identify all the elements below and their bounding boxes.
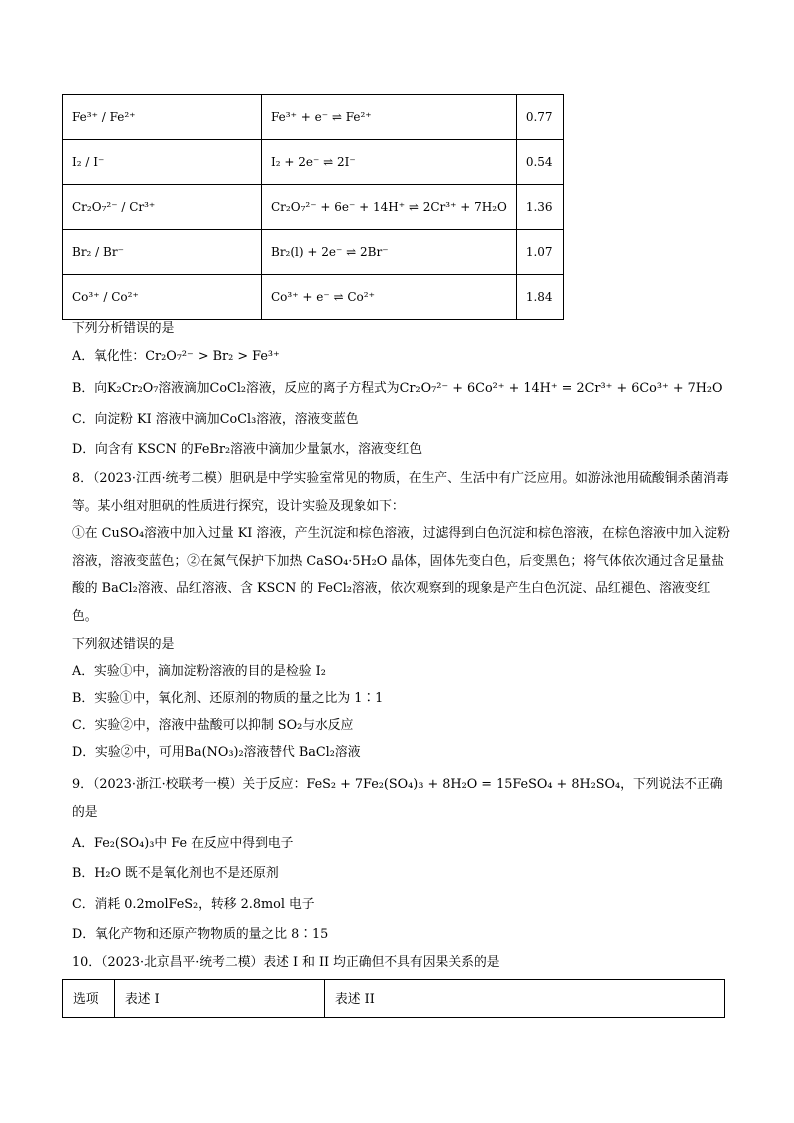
column-header: 表述 II: [325, 980, 725, 1018]
column-header: 选项: [63, 980, 115, 1018]
half-reaction-cell: Co³⁺ + e⁻ ⇌ Co²⁺: [262, 275, 517, 320]
potential-cell: 1.84: [516, 275, 563, 320]
potential-cell: 0.54: [516, 140, 563, 185]
couple-cell: Cr₂O₇²⁻ / Cr³⁺: [63, 185, 262, 230]
q8-experiment: ①在 CuSO₄溶液中加入过量 KI 溶液，产生沉淀和棕色溶液，过滤得到白色沉淀和棕色溶液，在棕色溶液中加入淀粉溶液，溶液变蓝色；②在氮气保护下加热 CaSO₄·5H₂O 晶体，固体先变白色，后变黑色；将气体依次通过含足量盐酸的 BaCl₂溶液、品红溶液、含 KSCN 的 FeCl₂溶液，依次观察到的现象是产生白色沉淀、品红褪色、溶液变红色。: [72, 526, 730, 624]
q8-prompt: 下列叙述错误的是: [72, 637, 175, 652]
table-row: [63, 95, 564, 140]
q7-option-c: C．向淀粉 KI 溶液中滴加CoCl₃溶液，溶液变蓝色: [72, 412, 359, 427]
couple-cell: Co³⁺ / Co²⁺: [63, 275, 262, 320]
table-header-row: [63, 980, 725, 1018]
q8-option-d: D．实验②中，可用Ba(NO₃)₂溶液替代 BaCl₂溶液: [72, 745, 361, 760]
table-row: [63, 275, 564, 320]
q8-option-b: B．实验①中，氧化剂、还原剂的物质的量之比为 1∶1: [72, 691, 384, 706]
table-row: [63, 140, 564, 185]
q7-option-d: D．向含有 KSCN 的FeBr₂溶液中滴加少量氯水，溶液变红色: [72, 442, 423, 457]
half-reaction-cell: I₂ + 2e⁻ ⇌ 2I⁻: [262, 140, 517, 185]
q9-option-a: A．Fe₂(SO₄)₃中 Fe 在反应中得到电子: [72, 836, 294, 851]
couple-cell: I₂ / I⁻: [63, 140, 262, 185]
half-reaction-cell: Fe³⁺ + e⁻ ⇌ Fe²⁺: [262, 95, 517, 140]
table-row: [63, 185, 564, 230]
column-header: 表述 I: [115, 980, 325, 1018]
couple-cell: Br₂ / Br⁻: [63, 230, 262, 275]
potential-cell: 0.77: [516, 95, 563, 140]
q7-prompt: 下列分析错误的是: [72, 321, 175, 336]
couple-cell: Fe³⁺ / Fe²⁺: [63, 95, 262, 140]
q8-option-a: A．实验①中，滴加淀粉溶液的目的是检验 I₂: [72, 664, 326, 679]
q8-option-c: C．实验②中，溶液中盐酸可以抑制 SO₂与水反应: [72, 718, 354, 733]
q8-stem: 8．（2023·江西·统考二模）胆矾是中学实验室常见的物质，在生产、生活中有广泛应用。如游泳池用硫酸铜杀菌消毒等。某小组对胆矾的性质进行探究，设计实验及现象如下：: [72, 471, 729, 514]
q9-stem: 9．（2023·浙江·校联考一模）关于反应：FeS₂ + 7Fe₂(SO₄)₃ + 8H₂O = 15FeSO₄ + 8H₂SO₄，下列说法不正确的是: [72, 777, 723, 820]
electrode-potential-table: [62, 94, 564, 320]
q7-option-a: A．氧化性：Cr₂O₇²⁻ > Br₂ > Fe³⁺: [72, 349, 280, 364]
q7-option-b: B．向K₂Cr₂O₇溶液滴加CoCl₂溶液，反应的离子方程式为Cr₂O₇²⁻ + 6Co²⁺ + 14H⁺ = 2Cr³⁺ + 6Co³⁺ + 7H₂O: [72, 381, 723, 396]
half-reaction-cell: Cr₂O₇²⁻ + 6e⁻ + 14H⁺ ⇌ 2Cr³⁺ + 7H₂O: [262, 185, 517, 230]
q10-stem: 10．（2023·北京昌平·统考二模）表述 I 和 II 均正确但不具有因果关系的是: [72, 955, 500, 970]
table-row: [63, 230, 564, 275]
half-reaction-cell: Br₂(l) + 2e⁻ ⇌ 2Br⁻: [262, 230, 517, 275]
q9-option-d: D．氧化产物和还原产物物质的量之比 8∶15: [72, 927, 329, 942]
q9-option-b: B．H₂O 既不是氧化剂也不是还原剂: [72, 866, 279, 881]
potential-cell: 1.07: [516, 230, 563, 275]
q9-option-c: C．消耗 0.2molFeS₂，转移 2.8mol 电子: [72, 897, 315, 912]
q10-table: [62, 979, 725, 1018]
potential-cell: 1.36: [516, 185, 563, 230]
